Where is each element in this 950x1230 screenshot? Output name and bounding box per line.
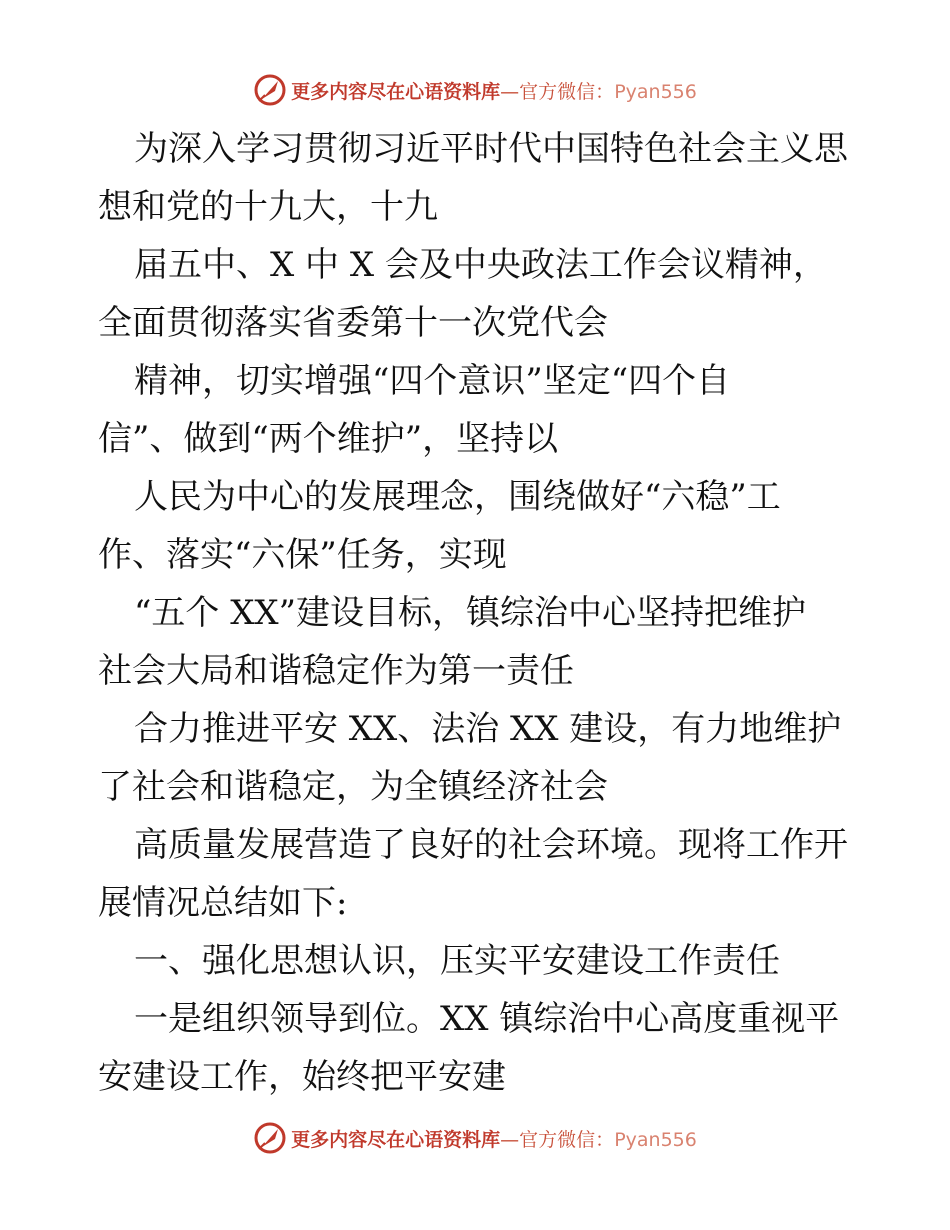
text-line: 届五中、X 中 X 会及中央政法工作会议精神，	[134, 245, 827, 285]
text-line: 展情况总结如下:	[98, 883, 348, 923]
feather-logo-icon	[253, 73, 287, 107]
text-line: 精神，切实增强“四个意识”坚定“四个自	[134, 361, 731, 401]
text-line: 想和党的十九大，十九	[98, 187, 438, 227]
text-line: 一、强化思想认识，压实平安建设工作责任	[134, 941, 780, 981]
text-line: 人民为中心的发展理念，围绕做好“六稳”工	[134, 477, 781, 517]
watermark-text: 更多内容尽在心语资料库—官方微信：Pyan556	[291, 1128, 697, 1151]
text-line: 作、落实“六保”任务，实现	[98, 535, 507, 575]
text-line: 信”、做到“两个维护”，坚持以	[98, 419, 559, 459]
text-line: 高质量发展营造了良好的社会环境。现将工作开	[134, 825, 848, 865]
text-line: “五个 XX”建设目标，镇综治中心坚持把维护	[134, 593, 806, 633]
text-line: 社会大局和谐稳定作为第一责任	[98, 651, 574, 691]
text-line: 一是组织领导到位。XX 镇综治中心高度重视平	[134, 999, 840, 1039]
watermark-text: 更多内容尽在心语资料库—官方微信：Pyan556	[291, 80, 697, 103]
document-body	[98, 120, 858, 1106]
feather-logo-icon	[253, 1121, 287, 1155]
text-line: 为深入学习贯彻习近平时代中国特色社会主义思	[134, 129, 848, 169]
footer-watermark	[0, 1118, 950, 1158]
text-line: 合力推进平安 XX、法治 XX 建设，有力地维护	[134, 709, 842, 749]
text-line: 安建设工作，始终把平安建	[98, 1057, 506, 1097]
header-watermark	[0, 70, 950, 110]
text-line: 全面贯彻落实省委第十一次党代会	[98, 303, 608, 343]
text-line: 了社会和谐稳定，为全镇经济社会	[98, 767, 608, 807]
